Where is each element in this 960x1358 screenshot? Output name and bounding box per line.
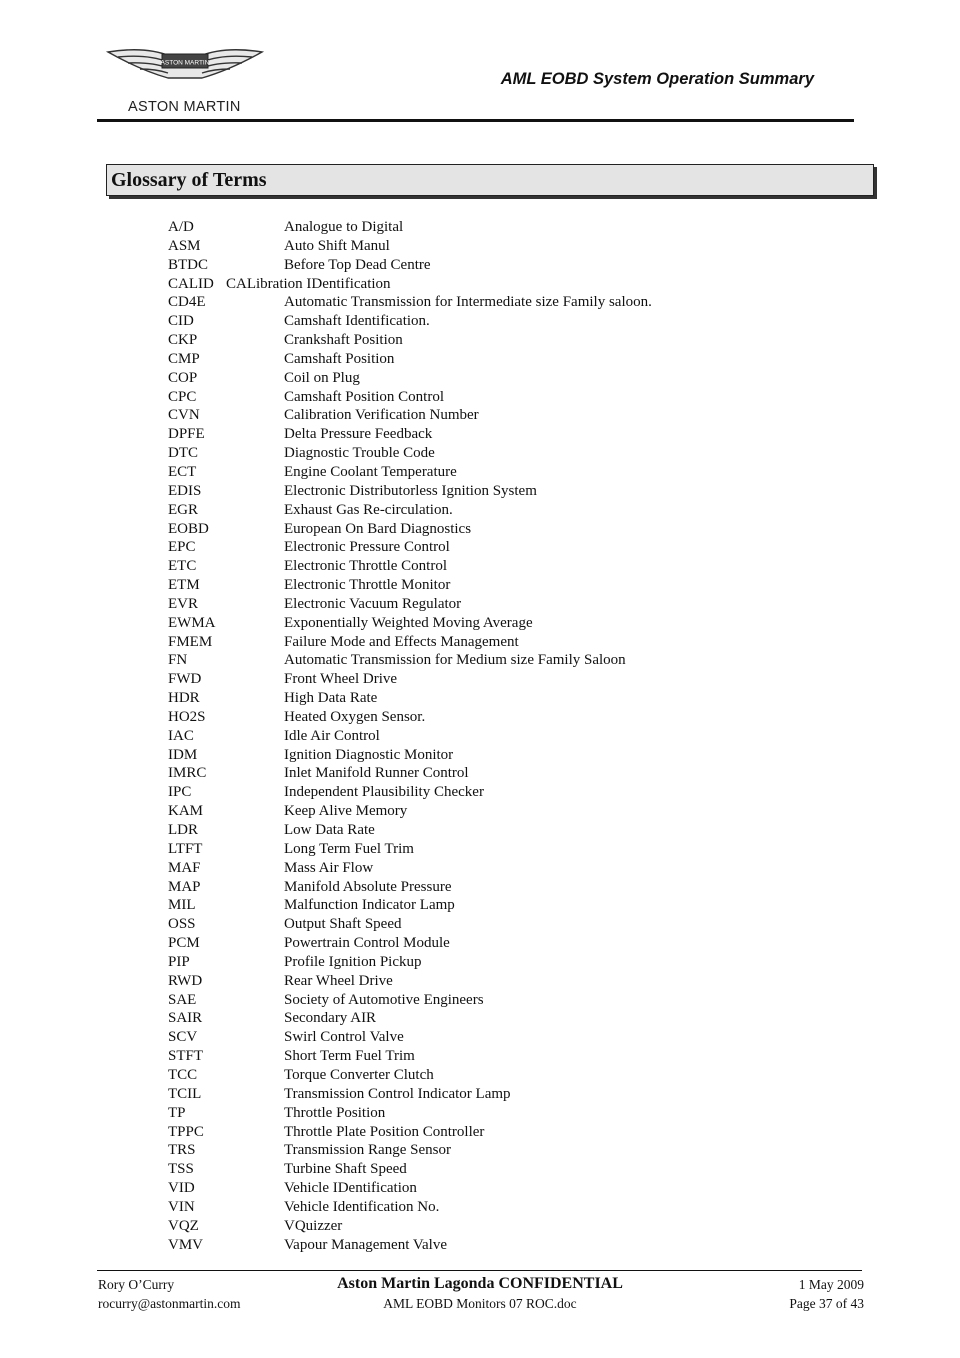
glossary-definition: Throttle Plate Position Controller bbox=[284, 1123, 485, 1140]
glossary-definition: High Data Rate bbox=[284, 690, 378, 707]
glossary-abbreviation: SCV bbox=[168, 1029, 198, 1046]
glossary-definition: Engine Coolant Temperature bbox=[284, 463, 457, 480]
glossary-row bbox=[168, 331, 788, 350]
glossary-abbreviation: VID bbox=[168, 1180, 195, 1197]
glossary-abbreviation: STFT bbox=[168, 1048, 204, 1065]
glossary-abbreviation: CALID bbox=[168, 275, 214, 292]
header-divider bbox=[97, 119, 854, 122]
glossary-definition: Rear Wheel Drive bbox=[284, 972, 393, 989]
glossary-abbreviation: SAIR bbox=[168, 1010, 203, 1027]
glossary-abbreviation: CVN bbox=[168, 407, 200, 424]
glossary-abbreviation: VIN bbox=[168, 1198, 195, 1215]
glossary-definition: Vapour Management Valve bbox=[284, 1236, 448, 1253]
footer-filename: AML EOBD Monitors 07 ROC.doc bbox=[383, 1296, 577, 1311]
glossary-definition: Transmission Range Sensor bbox=[284, 1142, 451, 1159]
glossary-definition: Heated Oxygen Sensor. bbox=[284, 708, 426, 725]
glossary-abbreviation: MAP bbox=[168, 878, 201, 895]
glossary-definition: Idle Air Control bbox=[284, 727, 380, 744]
glossary-row bbox=[168, 312, 788, 331]
glossary-definition: Front Wheel Drive bbox=[284, 671, 398, 688]
glossary-row bbox=[168, 670, 788, 689]
glossary-row bbox=[168, 1236, 788, 1255]
glossary-definition: Crankshaft Position bbox=[284, 332, 403, 349]
glossary-row bbox=[168, 501, 788, 520]
glossary-abbreviation: ECT bbox=[168, 463, 197, 480]
glossary-abbreviation: TPPC bbox=[168, 1123, 204, 1140]
glossary-abbreviation: A/D bbox=[168, 219, 194, 235]
glossary-definition: Inlet Manifold Runner Control bbox=[284, 765, 469, 782]
glossary-abbreviation: CKP bbox=[168, 332, 198, 349]
glossary-definition: Automatic Transmission for Medium size Family Saloon bbox=[284, 652, 626, 669]
glossary-row bbox=[168, 878, 788, 897]
glossary-definition: Low Data Rate bbox=[284, 822, 375, 838]
section-heading-box bbox=[106, 164, 874, 196]
document-title: AML EOBD System Operation Summary bbox=[500, 70, 814, 88]
glossary-row bbox=[168, 1009, 788, 1028]
glossary-abbreviation: TP bbox=[168, 1104, 186, 1121]
footer-confidential: Aston Martin Lagonda CONFIDENTIAL bbox=[337, 1275, 623, 1292]
footer-page-number: Page 37 of 43 bbox=[789, 1296, 864, 1311]
glossary-row bbox=[168, 557, 788, 576]
glossary-definition: Malfunction Indicator Lamp bbox=[284, 897, 455, 914]
glossary-row bbox=[168, 388, 788, 407]
glossary-definition: Vehicle Identification No. bbox=[284, 1198, 440, 1215]
glossary-abbreviation: EVR bbox=[168, 595, 198, 612]
glossary-definition: Electronic Throttle Monitor bbox=[284, 577, 451, 594]
glossary-row bbox=[168, 218, 788, 237]
glossary-definition: European On Bard Diagnostics bbox=[284, 520, 472, 537]
glossary-row bbox=[168, 1085, 788, 1104]
glossary-definition: Coil on Plug bbox=[284, 369, 360, 386]
glossary-row bbox=[168, 1160, 788, 1179]
glossary-abbreviation: EOBD bbox=[168, 520, 209, 537]
glossary-row bbox=[168, 727, 788, 746]
glossary-abbreviation: EGR bbox=[168, 501, 198, 518]
glossary-definition: Calibration Verification Number bbox=[284, 407, 479, 424]
glossary-row bbox=[168, 614, 788, 633]
glossary-definition: Long Term Fuel Trim bbox=[284, 840, 414, 857]
glossary-definition: Analogue to Digital bbox=[284, 219, 404, 235]
glossary-row bbox=[168, 1047, 788, 1066]
glossary-abbreviation: IMRC bbox=[168, 765, 207, 782]
glossary-row bbox=[168, 275, 788, 294]
glossary-row bbox=[168, 953, 788, 972]
logo-lettering: ASTON MARTIN bbox=[160, 59, 210, 67]
glossary-definition: Exhaust Gas Re-circulation. bbox=[284, 501, 453, 518]
glossary-definition: Electronic Pressure Control bbox=[284, 539, 450, 556]
glossary-row bbox=[168, 896, 788, 915]
glossary-row bbox=[168, 802, 788, 821]
glossary-row bbox=[168, 1217, 788, 1236]
glossary-row bbox=[168, 633, 788, 652]
glossary-row bbox=[168, 1198, 788, 1217]
footer-email: rocurry@astonmartin.com bbox=[98, 1296, 241, 1311]
glossary-row bbox=[168, 538, 788, 557]
glossary-row bbox=[168, 425, 788, 444]
glossary-definition: Exponentially Weighted Moving Average bbox=[284, 614, 533, 631]
glossary-abbreviation: DPFE bbox=[168, 426, 205, 443]
glossary-definition: Short Term Fuel Trim bbox=[284, 1048, 415, 1065]
glossary-definition: Independent Plausibility Checker bbox=[284, 784, 484, 801]
glossary-row bbox=[168, 350, 788, 369]
glossary-definition: Throttle Position bbox=[284, 1104, 386, 1121]
glossary-abbreviation: HO2S bbox=[168, 708, 206, 725]
glossary-row bbox=[168, 746, 788, 765]
glossary-abbreviation: PIP bbox=[168, 953, 190, 970]
glossary-abbreviation: TSS bbox=[168, 1161, 194, 1178]
glossary-row bbox=[168, 651, 788, 670]
glossary-row bbox=[168, 444, 788, 463]
glossary-abbreviation: IAC bbox=[168, 727, 194, 744]
glossary-abbreviation: COP bbox=[168, 369, 198, 386]
glossary-definition: Powertrain Control Module bbox=[284, 935, 450, 952]
glossary-list bbox=[168, 218, 788, 1254]
glossary-abbreviation: LTFT bbox=[168, 840, 203, 857]
glossary-definition: Auto Shift Manul bbox=[284, 237, 390, 254]
glossary-definition: Delta Pressure Feedback bbox=[284, 426, 433, 443]
glossary-row bbox=[168, 934, 788, 953]
glossary-definition: Electronic Distributorless Ignition System bbox=[284, 482, 537, 499]
glossary-abbreviation: CID bbox=[168, 313, 194, 330]
glossary-abbreviation: RWD bbox=[168, 972, 203, 989]
glossary-row bbox=[168, 406, 788, 425]
glossary-abbreviation: IPC bbox=[168, 784, 192, 801]
footer-divider bbox=[97, 1270, 862, 1271]
glossary-abbreviation: EDIS bbox=[168, 482, 202, 499]
glossary-abbreviation: LDR bbox=[168, 822, 198, 838]
glossary-definition: Swirl Control Valve bbox=[284, 1029, 404, 1046]
glossary-abbreviation: CMP bbox=[168, 350, 200, 367]
glossary-definition: Secondary AIR bbox=[284, 1010, 377, 1027]
glossary-abbreviation: ETM bbox=[168, 577, 200, 594]
glossary-definition: Mass Air Flow bbox=[284, 859, 374, 876]
footer-author: Rory O’Curry bbox=[98, 1277, 175, 1292]
glossary-definition: Electronic Throttle Control bbox=[284, 558, 448, 575]
glossary-definition: Electronic Vacuum Regulator bbox=[284, 595, 462, 612]
glossary-abbreviation: CPC bbox=[168, 388, 197, 405]
glossary-row bbox=[168, 821, 788, 840]
glossary-row bbox=[168, 482, 788, 501]
glossary-abbreviation: VQZ bbox=[168, 1217, 199, 1234]
glossary-abbreviation: VMV bbox=[168, 1236, 204, 1253]
glossary-definition: VQuizzer bbox=[284, 1217, 343, 1234]
glossary-row bbox=[168, 915, 788, 934]
glossary-abbreviation: IDM bbox=[168, 746, 198, 763]
glossary-row bbox=[168, 237, 788, 256]
glossary-definition: Failure Mode and Effects Management bbox=[284, 633, 519, 650]
glossary-definition: Profile Ignition Pickup bbox=[284, 953, 422, 970]
glossary-definition: Ignition Diagnostic Monitor bbox=[284, 746, 454, 763]
glossary-abbreviation: DTC bbox=[168, 445, 198, 462]
glossary-abbreviation: SAE bbox=[168, 991, 197, 1008]
glossary-row bbox=[168, 1141, 788, 1160]
glossary-abbreviation: HDR bbox=[168, 690, 200, 707]
glossary-row bbox=[168, 1066, 788, 1085]
glossary-row bbox=[168, 1028, 788, 1047]
glossary-abbreviation: KAM bbox=[168, 803, 204, 820]
glossary-abbreviation: TCIL bbox=[168, 1085, 202, 1102]
glossary-definition: Keep Alive Memory bbox=[284, 803, 408, 820]
glossary-definition: Manifold Absolute Pressure bbox=[284, 878, 452, 895]
glossary-abbreviation: FN bbox=[168, 652, 188, 669]
glossary-definition: Torque Converter Clutch bbox=[284, 1066, 434, 1083]
glossary-abbreviation: EWMA bbox=[168, 614, 216, 631]
glossary-abbreviation: TCC bbox=[168, 1066, 198, 1083]
glossary-definition: Automatic Transmission for Intermediate size Family saloon. bbox=[284, 294, 652, 311]
glossary-abbreviation: ETC bbox=[168, 558, 197, 575]
glossary-row bbox=[168, 764, 788, 783]
glossary-definition: Camshaft Position Control bbox=[284, 388, 445, 405]
glossary-abbreviation: PCM bbox=[168, 935, 200, 952]
glossary-row bbox=[168, 1104, 788, 1123]
glossary-row bbox=[168, 689, 788, 708]
glossary-row bbox=[168, 520, 788, 539]
glossary-definition: Vehicle IDentification bbox=[284, 1180, 417, 1197]
glossary-row bbox=[168, 595, 788, 614]
glossary-row bbox=[168, 859, 788, 878]
glossary-row bbox=[168, 1179, 788, 1198]
glossary-row bbox=[168, 1123, 788, 1142]
brand-wordmark: ASTON MARTIN bbox=[128, 99, 241, 115]
glossary-definition: Society of Automotive Engineers bbox=[284, 991, 484, 1008]
glossary-definition: Diagnostic Trouble Code bbox=[284, 445, 435, 462]
glossary-row bbox=[168, 783, 788, 802]
glossary-abbreviation: CD4E bbox=[168, 294, 206, 311]
glossary-row bbox=[168, 463, 788, 482]
glossary-abbreviation: FMEM bbox=[168, 633, 213, 650]
glossary-definition: Before Top Dead Centre bbox=[284, 256, 431, 273]
glossary-definition: Camshaft Position bbox=[284, 350, 395, 367]
glossary-abbreviation: TRS bbox=[168, 1142, 196, 1159]
glossary-abbreviation: EPC bbox=[168, 539, 196, 556]
glossary-row bbox=[168, 972, 788, 991]
glossary-row bbox=[168, 840, 788, 859]
glossary-row bbox=[168, 256, 788, 275]
glossary-definition: CALibration IDentification bbox=[226, 275, 391, 292]
glossary-definition: Turbine Shaft Speed bbox=[284, 1161, 407, 1178]
glossary-definition: Output Shaft Speed bbox=[284, 916, 402, 933]
glossary-row bbox=[168, 708, 788, 727]
glossary-row bbox=[168, 576, 788, 595]
glossary-row bbox=[168, 991, 788, 1010]
glossary-abbreviation: BTDC bbox=[168, 256, 209, 273]
footer-date: 1 May 2009 bbox=[798, 1277, 864, 1292]
glossary-row bbox=[168, 369, 788, 388]
glossary-abbreviation: FWD bbox=[168, 671, 202, 688]
glossary-abbreviation: MIL bbox=[168, 897, 196, 914]
glossary-definition: Transmission Control Indicator Lamp bbox=[284, 1085, 511, 1102]
glossary-definition: Camshaft Identification. bbox=[284, 313, 430, 330]
glossary-abbreviation: OSS bbox=[168, 916, 196, 933]
section-title: Glossary of Terms bbox=[111, 169, 267, 191]
glossary-abbreviation: MAF bbox=[168, 859, 201, 876]
glossary-row bbox=[168, 293, 788, 312]
glossary-abbreviation: ASM bbox=[168, 237, 201, 254]
